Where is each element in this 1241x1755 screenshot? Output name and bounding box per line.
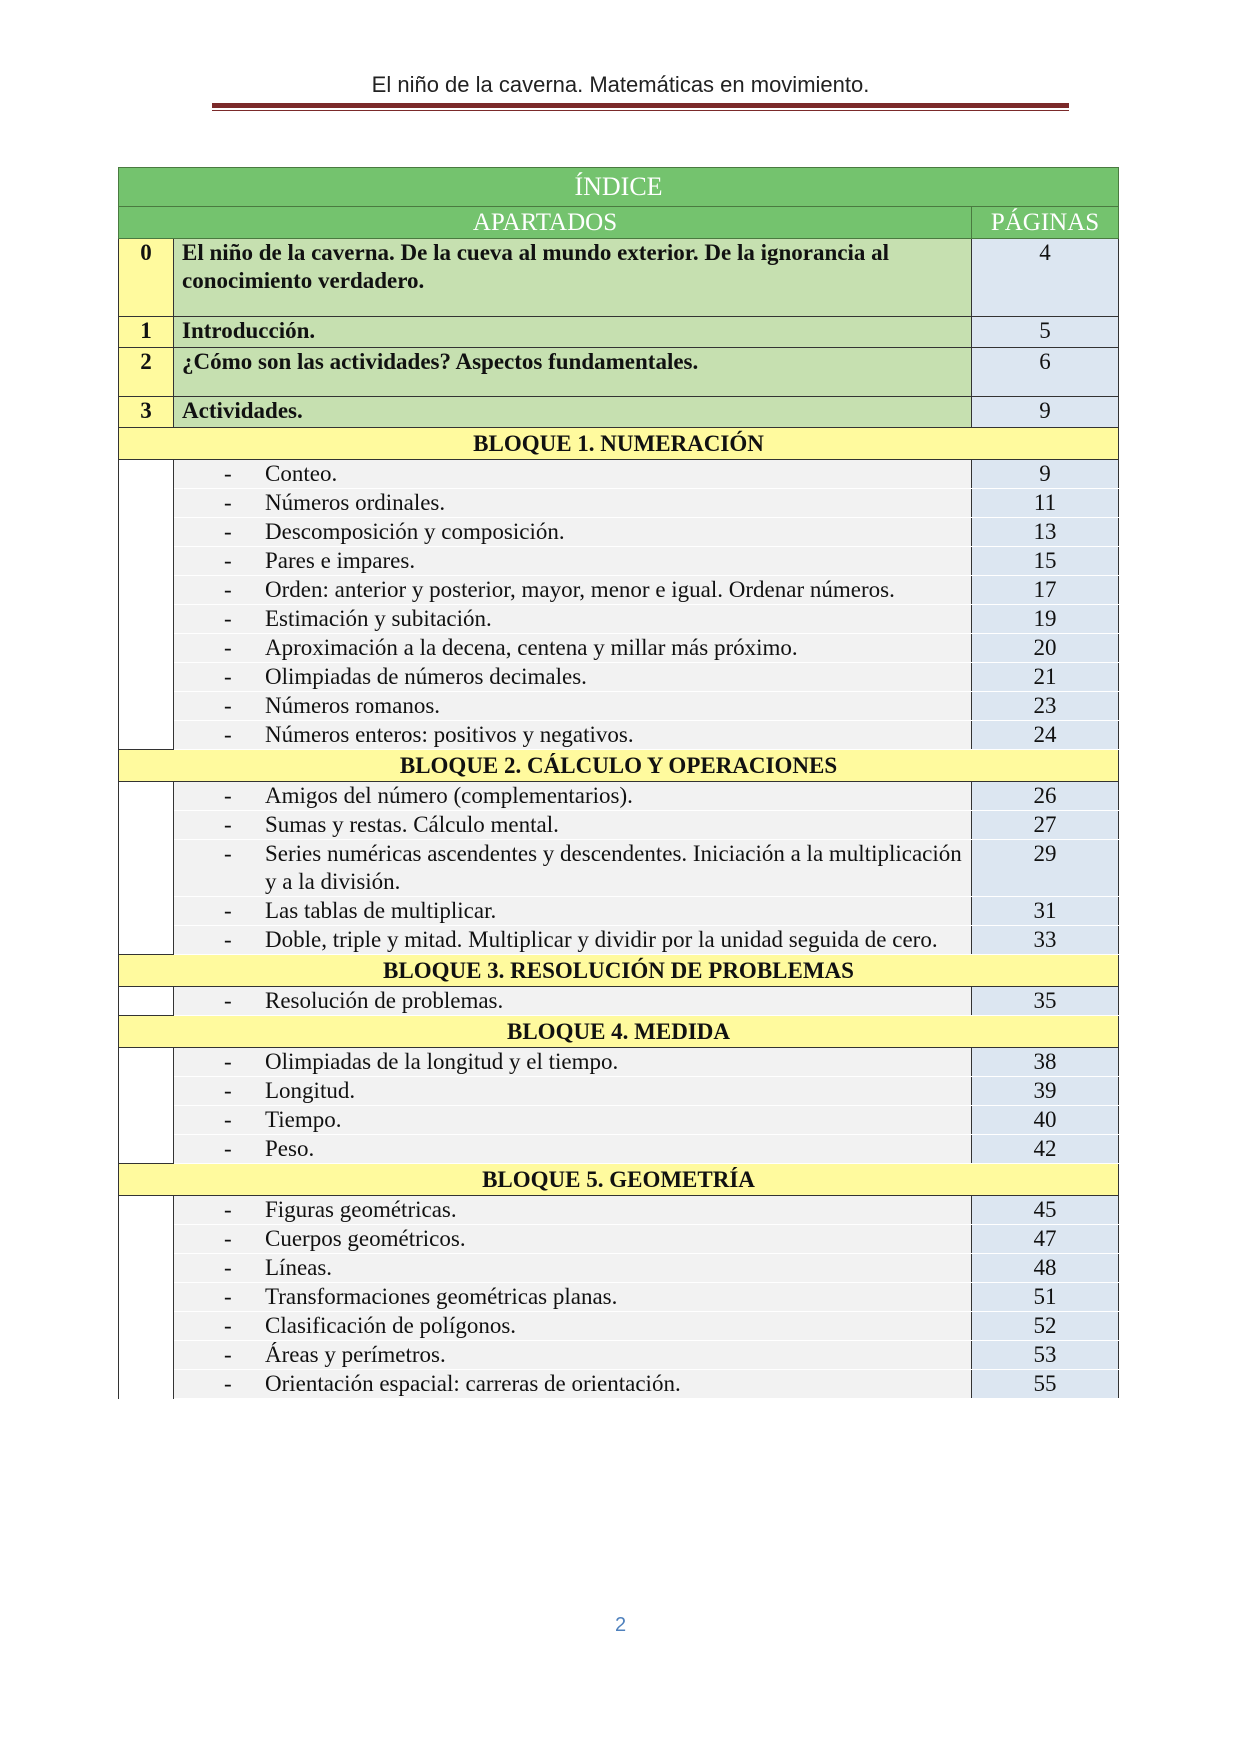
item-cell	[174, 721, 972, 750]
bullet-dash: -	[224, 1078, 232, 1103]
block-title: BLOQUE 5. GEOMETRÍA	[119, 1164, 1119, 1196]
bullet-dash: -	[224, 1284, 232, 1309]
bullet-dash: -	[224, 812, 232, 837]
item-cell	[174, 782, 972, 811]
item-cell	[174, 1196, 972, 1225]
item-page: 13	[972, 518, 1119, 547]
header-rule	[212, 103, 1069, 108]
item-cell	[174, 1283, 972, 1312]
item-title: Resolución de problemas.	[265, 988, 504, 1013]
list-item	[119, 721, 1119, 750]
item-page: 45	[972, 1196, 1119, 1225]
item-page: 51	[972, 1283, 1119, 1312]
main-row	[119, 317, 1119, 348]
main-page: 9	[972, 397, 1119, 428]
list-item	[119, 1312, 1119, 1341]
item-title: Áreas y perímetros.	[265, 1342, 446, 1367]
item-page: 23	[972, 692, 1119, 721]
bullet-dash: -	[224, 898, 232, 923]
pages-header: PÁGINAS	[972, 207, 1119, 239]
main-title: ¿Cómo son las actividades? Aspectos fundamentales.	[174, 348, 972, 397]
list-item	[119, 518, 1119, 547]
item-page: 39	[972, 1077, 1119, 1106]
item-page: 17	[972, 576, 1119, 605]
item-title: Tiempo.	[265, 1107, 342, 1132]
index-table	[118, 167, 1119, 1399]
item-page: 11	[972, 489, 1119, 518]
item-title: Peso.	[265, 1136, 315, 1161]
list-item	[119, 1077, 1119, 1106]
item-page: 47	[972, 1225, 1119, 1254]
page-number: 2	[614, 1614, 627, 1636]
item-cell	[174, 897, 972, 926]
item-cell	[174, 547, 972, 576]
item-cell	[174, 518, 972, 547]
item-title: Estimación y subitación.	[265, 606, 492, 631]
list-item	[119, 1254, 1119, 1283]
bullet-dash: -	[224, 635, 232, 660]
item-page: 19	[972, 605, 1119, 634]
item-title: Sumas y restas. Cálculo mental.	[265, 812, 559, 837]
index-title: ÍNDICE	[119, 168, 1119, 207]
bullet-dash: -	[224, 1226, 232, 1251]
list-item	[119, 692, 1119, 721]
item-cell	[174, 692, 972, 721]
bullet-dash: -	[224, 1342, 232, 1367]
item-page: 9	[972, 460, 1119, 489]
bullet-dash: -	[224, 1371, 232, 1396]
main-row	[119, 397, 1119, 428]
main-title: Introducción.	[174, 317, 972, 348]
item-page: 35	[972, 987, 1119, 1016]
main-number: 2	[119, 348, 174, 397]
main-row	[119, 348, 1119, 397]
item-title: Las tablas de multiplicar.	[265, 898, 497, 923]
list-item	[119, 605, 1119, 634]
bullet-dash: -	[224, 606, 232, 631]
item-page: 38	[972, 1048, 1119, 1077]
item-title: Orden: anterior y posterior, mayor, menor e igual. Ordenar números.	[265, 577, 895, 602]
item-title: Figuras geométricas.	[265, 1197, 457, 1222]
item-title: Conteo.	[265, 461, 338, 486]
indent-spacer	[119, 1196, 174, 1399]
item-title: Aproximación a la decena, centena y millar más próximo.	[265, 635, 798, 660]
block-header-row	[119, 428, 1119, 460]
list-item	[119, 782, 1119, 811]
item-title: Series numéricas ascendentes y descendentes. Iniciación a la multiplicación y a la división.	[265, 841, 962, 894]
block-title: BLOQUE 3. RESOLUCIÓN DE PROBLEMAS	[119, 955, 1119, 987]
block-header-row	[119, 750, 1119, 782]
main-number: 1	[119, 317, 174, 348]
main-title: El niño de la caverna. De la cueva al mundo exterior. De la ignorancia al conocimiento verdadero.	[174, 239, 972, 317]
main-number: 0	[119, 239, 174, 317]
list-item	[119, 987, 1119, 1016]
bullet-dash: -	[224, 519, 232, 544]
list-item	[119, 1135, 1119, 1164]
item-cell	[174, 1312, 972, 1341]
item-page: 20	[972, 634, 1119, 663]
item-cell	[174, 987, 972, 1016]
item-cell	[174, 576, 972, 605]
main-number: 3	[119, 397, 174, 428]
main-page: 5	[972, 317, 1119, 348]
item-title: Números enteros: positivos y negativos.	[265, 722, 634, 747]
item-page: 55	[972, 1370, 1119, 1399]
item-cell	[174, 1225, 972, 1254]
item-title: Cuerpos geométricos.	[265, 1226, 466, 1251]
item-page: 33	[972, 926, 1119, 955]
item-page: 52	[972, 1312, 1119, 1341]
bullet-dash: -	[224, 1107, 232, 1132]
bullet-dash: -	[224, 722, 232, 747]
list-item	[119, 1283, 1119, 1312]
header-rule-thin	[212, 110, 1069, 111]
list-item	[119, 1225, 1119, 1254]
bullet-dash: -	[224, 577, 232, 602]
item-cell	[174, 811, 972, 840]
main-row	[119, 239, 1119, 317]
list-item	[119, 489, 1119, 518]
list-item	[119, 460, 1119, 489]
item-page: 53	[972, 1341, 1119, 1370]
item-cell	[174, 1370, 972, 1399]
list-item	[119, 926, 1119, 955]
list-item	[119, 576, 1119, 605]
item-page: 48	[972, 1254, 1119, 1283]
bullet-dash: -	[224, 461, 232, 486]
block-header-row	[119, 1016, 1119, 1048]
item-title: Doble, triple y mitad. Multiplicar y dividir por la unidad seguida de cero.	[265, 927, 938, 952]
list-item	[119, 547, 1119, 576]
main-page: 4	[972, 239, 1119, 317]
item-page: 31	[972, 897, 1119, 926]
item-page: 24	[972, 721, 1119, 750]
list-item	[119, 634, 1119, 663]
item-cell	[174, 634, 972, 663]
item-cell	[174, 840, 972, 897]
list-item	[119, 840, 1119, 897]
list-item	[119, 1106, 1119, 1135]
bullet-dash: -	[224, 783, 232, 808]
bullet-dash: -	[224, 548, 232, 573]
item-page: 21	[972, 663, 1119, 692]
bullet-dash: -	[224, 1136, 232, 1161]
item-title: Descomposición y composición.	[265, 519, 565, 544]
bullet-dash: -	[224, 1049, 232, 1074]
bullet-dash: -	[224, 1313, 232, 1338]
item-page: 40	[972, 1106, 1119, 1135]
list-item	[119, 1196, 1119, 1225]
block-header-row	[119, 1164, 1119, 1196]
item-title: Longitud.	[265, 1078, 356, 1103]
column-header-row	[119, 207, 1119, 239]
list-item	[119, 1370, 1119, 1399]
item-page: 26	[972, 782, 1119, 811]
bullet-dash: -	[224, 490, 232, 515]
item-cell	[174, 1077, 972, 1106]
bullet-dash: -	[224, 1197, 232, 1222]
list-item	[119, 811, 1119, 840]
running-header: El niño de la caverna. Matemáticas en movimiento.	[371, 72, 870, 97]
item-cell	[174, 663, 972, 692]
item-title: Números romanos.	[265, 693, 441, 718]
bullet-dash: -	[224, 693, 232, 718]
bullet-dash: -	[224, 1255, 232, 1280]
indent-spacer	[119, 1048, 174, 1164]
item-title: Olimpiadas de la longitud y el tiempo.	[265, 1049, 619, 1074]
list-item	[119, 663, 1119, 692]
block-header-row	[119, 955, 1119, 987]
item-cell	[174, 1254, 972, 1283]
sections-header: APARTADOS	[119, 207, 972, 239]
item-cell	[174, 926, 972, 955]
item-title: Líneas.	[265, 1255, 333, 1280]
item-title: Clasificación de polígonos.	[265, 1313, 517, 1338]
item-title: Transformaciones geométricas planas.	[265, 1284, 618, 1309]
list-item	[119, 1341, 1119, 1370]
bullet-dash: -	[224, 841, 232, 866]
item-cell	[174, 460, 972, 489]
main-page: 6	[972, 348, 1119, 397]
item-cell	[174, 1048, 972, 1077]
block-title: BLOQUE 2. CÁLCULO Y OPERACIONES	[119, 750, 1119, 782]
item-cell	[174, 605, 972, 634]
title-row	[119, 168, 1119, 207]
item-title: Amigos del número (complementarios).	[265, 783, 633, 808]
item-page: 27	[972, 811, 1119, 840]
indent-spacer	[119, 782, 174, 955]
bullet-dash: -	[224, 664, 232, 689]
item-title: Olimpiadas de números decimales.	[265, 664, 587, 689]
item-page: 29	[972, 840, 1119, 897]
bullet-dash: -	[224, 927, 232, 952]
item-page: 15	[972, 547, 1119, 576]
block-title: BLOQUE 4. MEDIDA	[119, 1016, 1119, 1048]
bullet-dash: -	[224, 988, 232, 1013]
list-item	[119, 1048, 1119, 1077]
index-table-body	[119, 168, 1119, 1399]
item-cell	[174, 1341, 972, 1370]
item-title: Orientación espacial: carreras de orientación.	[265, 1371, 681, 1396]
item-title: Números ordinales.	[265, 490, 446, 515]
item-cell	[174, 1106, 972, 1135]
block-title: BLOQUE 1. NUMERACIÓN	[119, 428, 1119, 460]
indent-spacer	[119, 987, 174, 1016]
item-cell	[174, 1135, 972, 1164]
item-page: 42	[972, 1135, 1119, 1164]
item-cell	[174, 489, 972, 518]
indent-spacer	[119, 460, 174, 750]
item-title: Pares e impares.	[265, 548, 416, 573]
list-item	[119, 897, 1119, 926]
main-title: Actividades.	[174, 397, 972, 428]
